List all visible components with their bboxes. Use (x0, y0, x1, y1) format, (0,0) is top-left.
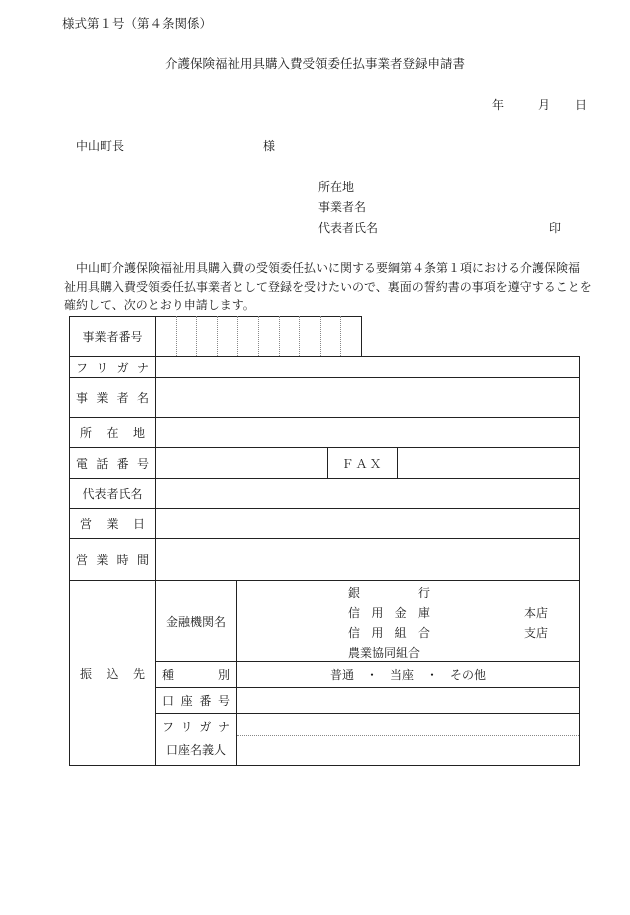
addressee-name: 中山町長 (76, 139, 125, 153)
representative-name-label: 代表者氏名 (82, 487, 143, 501)
phone-label: 電 話 番 号 (76, 456, 149, 471)
applicant-business-name-label: 事業者名 (318, 200, 367, 214)
date-month-label: 月 (538, 98, 551, 112)
bank-type-bank: 銀 行 (348, 586, 430, 600)
account-type-label: 種 別 (162, 668, 230, 682)
head-office-label: 本店 (524, 606, 549, 620)
bank-type-shinkin: 信 用 金 庫 (348, 606, 430, 620)
branch-label: 支店 (524, 626, 549, 640)
document-title: 介護保険福祉用具購入費受領委任払事業者登録申請書 (164, 56, 465, 71)
addressee-honorific: 様 (263, 139, 276, 153)
provider-number-label: 事業者番号 (82, 330, 143, 344)
date-day-label: 日 (575, 98, 588, 112)
business-days-label: 営 業 日 (80, 517, 145, 531)
account-number-label: 口 座 番 号 (162, 694, 230, 708)
application-statement-text: 中山町介護保険福祉用具購入費の受領委任払いに関する要綱第４条第１項における介護保険福祉用具購入費受領委任払事業者として登録を受けたいので、裏面の誓約書の事項を遵守することを確約して、次のとおり申請します。 (64, 261, 592, 312)
application-statement (64, 259, 592, 315)
seal-mark: 印 (549, 221, 562, 235)
address-label: 所 在 地 (80, 426, 145, 440)
business-name-label: 事 業 者 名 (76, 391, 149, 405)
bank-type-agricultural-coop: 農業協同組合 (348, 646, 421, 660)
financial-institution-label: 金融機関名 (165, 614, 226, 629)
account-holder-label: 口座名義人 (165, 742, 226, 757)
furigana-label: フ リ ガ ナ (76, 360, 149, 375)
applicant-representative-label: 代表者氏名 (318, 221, 379, 235)
transfer-destination-label: 振 込 先 (80, 666, 145, 681)
applicant-address-label: 所在地 (318, 180, 355, 194)
form-number-label: 様式第１号（第４条関係） (62, 16, 213, 31)
account-type-options: 普通 ・ 当座 ・ その他 (329, 668, 486, 682)
date-year-label: 年 (492, 98, 505, 112)
fax-label: ＦＡＸ (341, 456, 384, 471)
bank-type-credit-union: 信 用 組 合 (348, 626, 430, 640)
holder-furigana-label: フ リ ガ ナ (162, 719, 230, 734)
business-hours-label: 営 業 時 間 (76, 553, 149, 567)
